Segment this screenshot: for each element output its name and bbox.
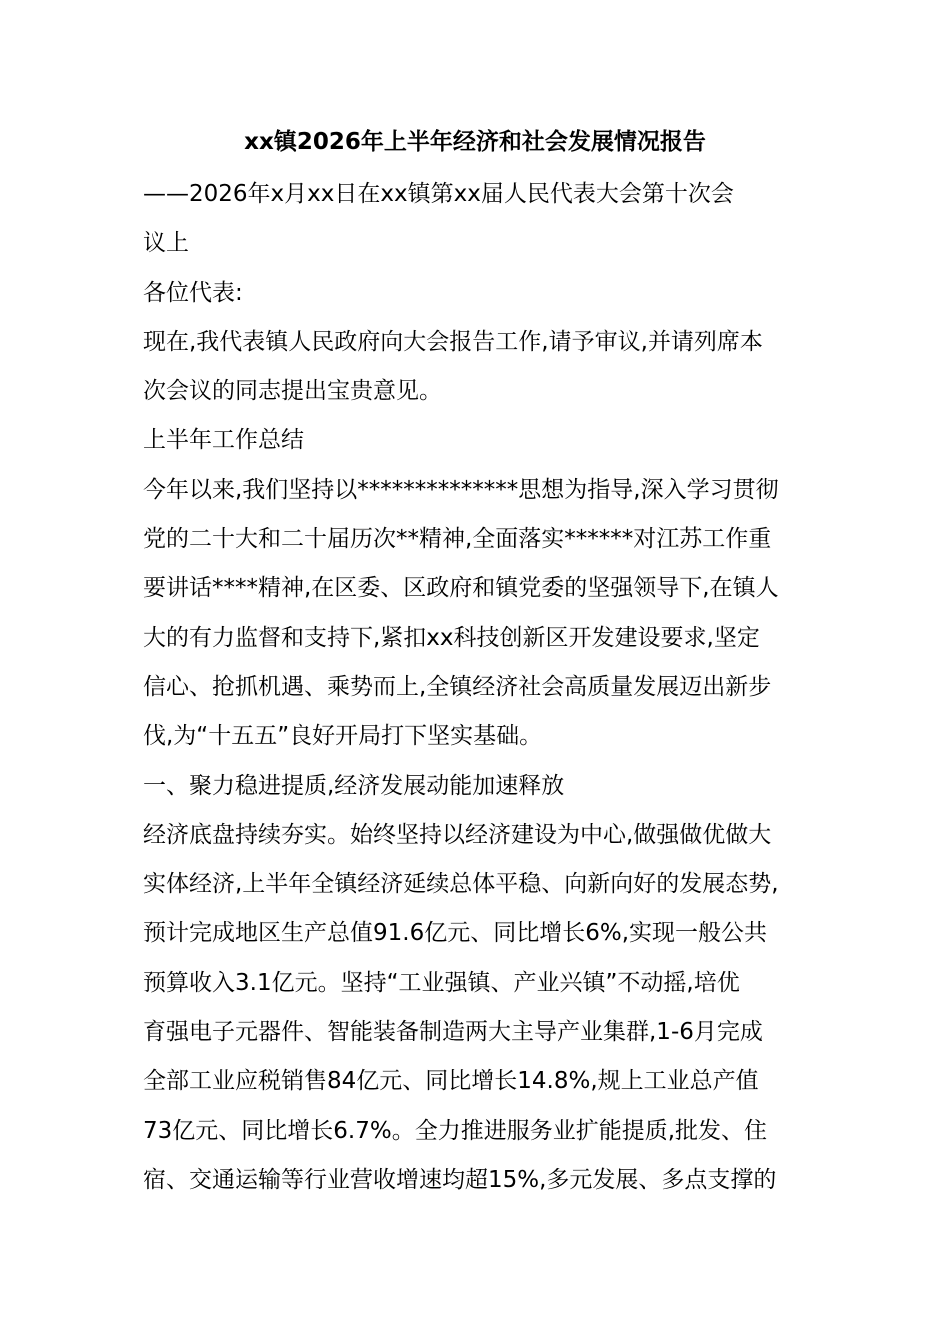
paragraph-line: 大的有力监督和支持下,紧扣xx科技创新区开发建设要求,坚定 (143, 624, 760, 651)
paragraph-line: 党的二十大和二十届历次**精神,全面落实******对江苏工作重 (143, 526, 772, 553)
section-heading: 上半年工作总结 (143, 427, 304, 454)
paragraph-line: 次会议的同志提出宝贵意见。 (143, 378, 442, 405)
subtitle-line-2: 议上 (143, 230, 189, 257)
paragraph-line: 育强电子元器件、智能装备制造两大主导产业集群,1-6月完成 (143, 1019, 763, 1046)
document-body (143, 170, 810, 1205)
paragraph-line: 实体经济,上半年全镇经济延续总体平稳、向新向好的发展态势, (143, 871, 779, 898)
subtitle-line-1: ——2026年x月xx日在xx镇第xx届人民代表大会第十次会 (143, 181, 734, 207)
paragraph-line: 全部工业应税销售84亿元、同比增长14.8%,规上工业总产值 (143, 1068, 759, 1095)
paragraph-line: 今年以来,我们坚持以**************思想为指导,深入学习贯彻 (143, 476, 779, 503)
paragraph-line: 预算收入3.1亿元。坚持“工业强镇、产业兴镇”不动摇,培优 (143, 969, 740, 996)
paragraph-line: 73亿元、同比增长6.7%。全力推进服务业扩能提质,批发、住 (143, 1117, 768, 1144)
paragraph-line: 预计完成地区生产总值91.6亿元、同比增长6%,实现一般公共 (143, 920, 768, 947)
paragraph-line: 信心、抢抓机遇、乘势而上,全镇经济社会高质量发展迈出新步 (143, 673, 772, 700)
paragraph-line: 经济底盘持续夯实。始终坚持以经济建设为中心,做强做优做大 (143, 821, 772, 848)
document-title: xx镇2026年上半年经济和社会发展情况报告 (244, 129, 706, 155)
paragraph-line: 要讲话****精神,在区委、区政府和镇党委的坚强领导下,在镇人 (143, 575, 779, 602)
paragraph-line: 宿、交通运输等行业营收增速均超15%,多元发展、多点支撑的 (143, 1166, 777, 1193)
paragraph-line: 现在,我代表镇人民政府向大会报告工作,请予审议,并请列席本 (143, 328, 763, 355)
subsection-heading: 一、聚力稳进提质,经济发展动能加速释放 (143, 772, 565, 799)
salutation: 各位代表: (143, 279, 243, 306)
paragraph-line: 伐,为“十五五”良好开局打下坚实基础。 (143, 723, 543, 750)
